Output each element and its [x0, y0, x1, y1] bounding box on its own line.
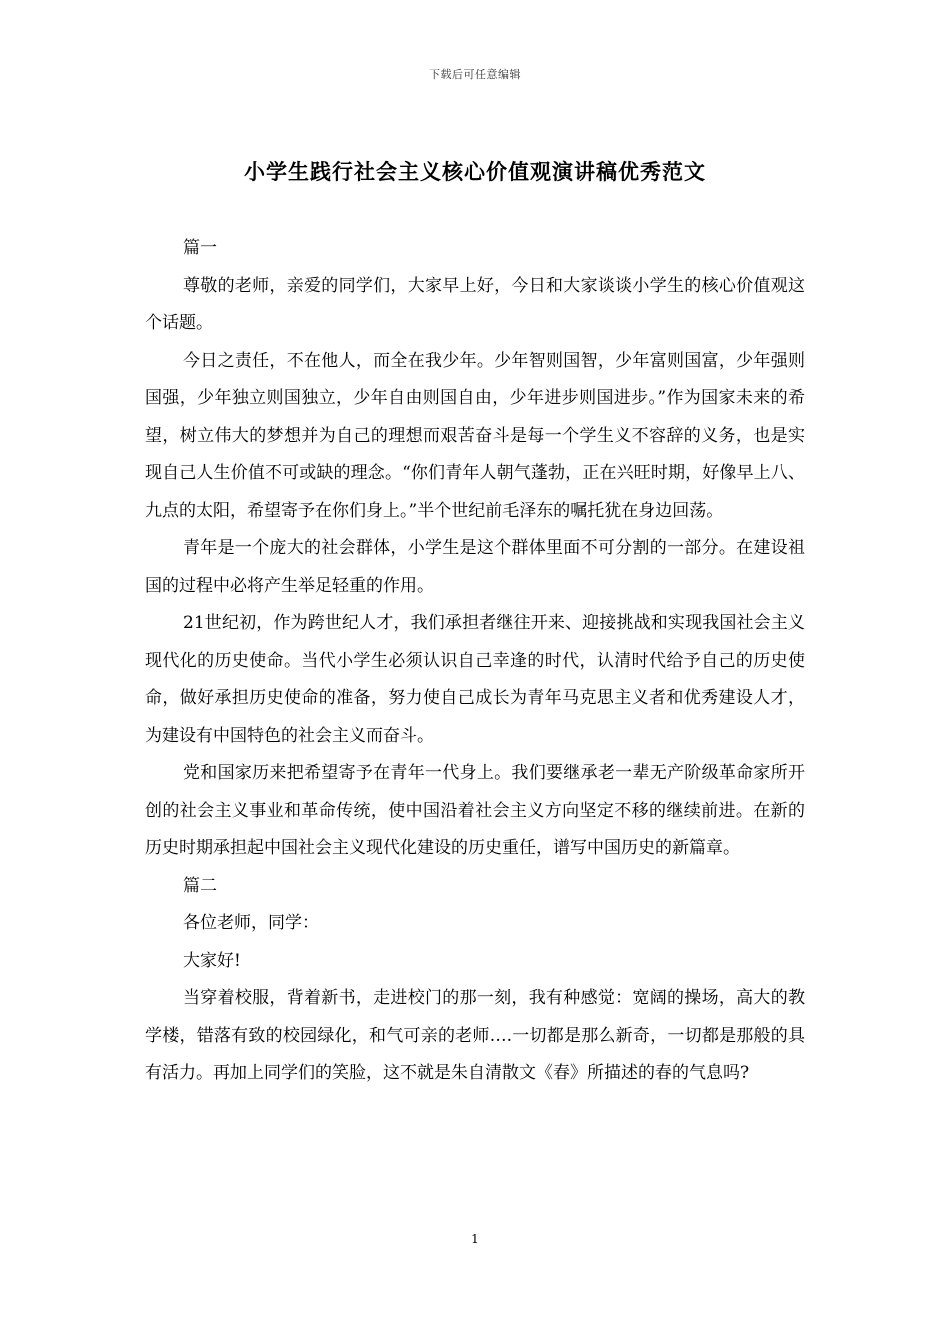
paragraph: 21世纪初，作为跨世纪人才，我们承担者继往开来、迎接挑战和实现我国社会主义现代化的历史使命。当代小学生必须认识自己幸逢的时代，认清时代给予自己的历史使命，做好承担历史使命的准备，努力使自己成长为青年马克思主义者和优秀建设人才，为建设有中国特色的社会主义而奋斗。 [145, 613, 805, 746]
paragraph: 党和国家历来把希望寄予在青年一代身上。我们要继承老一辈无产阶级革命家所开创的社会主义事业和革命传统，使中国沿着社会主义方向坚定不移的继续前进。在新的历史时期承担起中国社会主义现代化建设的历史重任，谱写中国历史的新篇章。 [145, 763, 805, 858]
greeting: 大家好! [183, 950, 241, 971]
page-header-note: 下载后可任意编辑 [429, 68, 521, 81]
salutation: 各位老师，同学： [183, 913, 319, 933]
page-number: 1 [471, 1232, 479, 1246]
document-title: 小学生践行社会主义核心价值观演讲稿优秀范文 [244, 159, 706, 184]
section-heading: 篇二 [183, 875, 217, 896]
paragraph: 青年是一个庞大的社会群体，小学生是这个群体里面不可分割的一部分。在建设祖国的过程中必将产生举足轻重的作用。 [145, 538, 805, 596]
paragraph: 尊敬的老师，亲爱的同学们，大家早上好，今日和大家谈谈小学生的核心价值观这个话题。 [145, 275, 805, 333]
paragraph: 当穿着校服，背着新书，走进校门的那一刻，我有种感觉：宽阔的操场，高大的教学楼，错落有致的校园绿化，和气可亲的老师….一切都是那么新奇，一切都是那般的具有活力。再加上同学们的笑脸，这不就是朱自清散文《春》所描述的春的气息吗? [145, 988, 805, 1083]
document-body [145, 230, 805, 1093]
paragraph: 今日之责任，不在他人，而全在我少年。少年智则国智，少年富则国富，少年强则国强，少年独立则国独立，少年自由则国自由，少年进步则国进步。”作为国家未来的希望，树立伟大的梦想并为自己的理想而艰苦奋斗是每一个学生义不容辞的义务，也是实现自己人生价值不可或缺的理念。“你们青年人朝气蓬勃，正在兴旺时期，好像早上八、九点的太阳，希望寄予在你们身上。”半个世纪前毛泽东的嘱托犹在身边回荡。 [145, 350, 805, 521]
section-heading: 篇一 [183, 238, 217, 258]
